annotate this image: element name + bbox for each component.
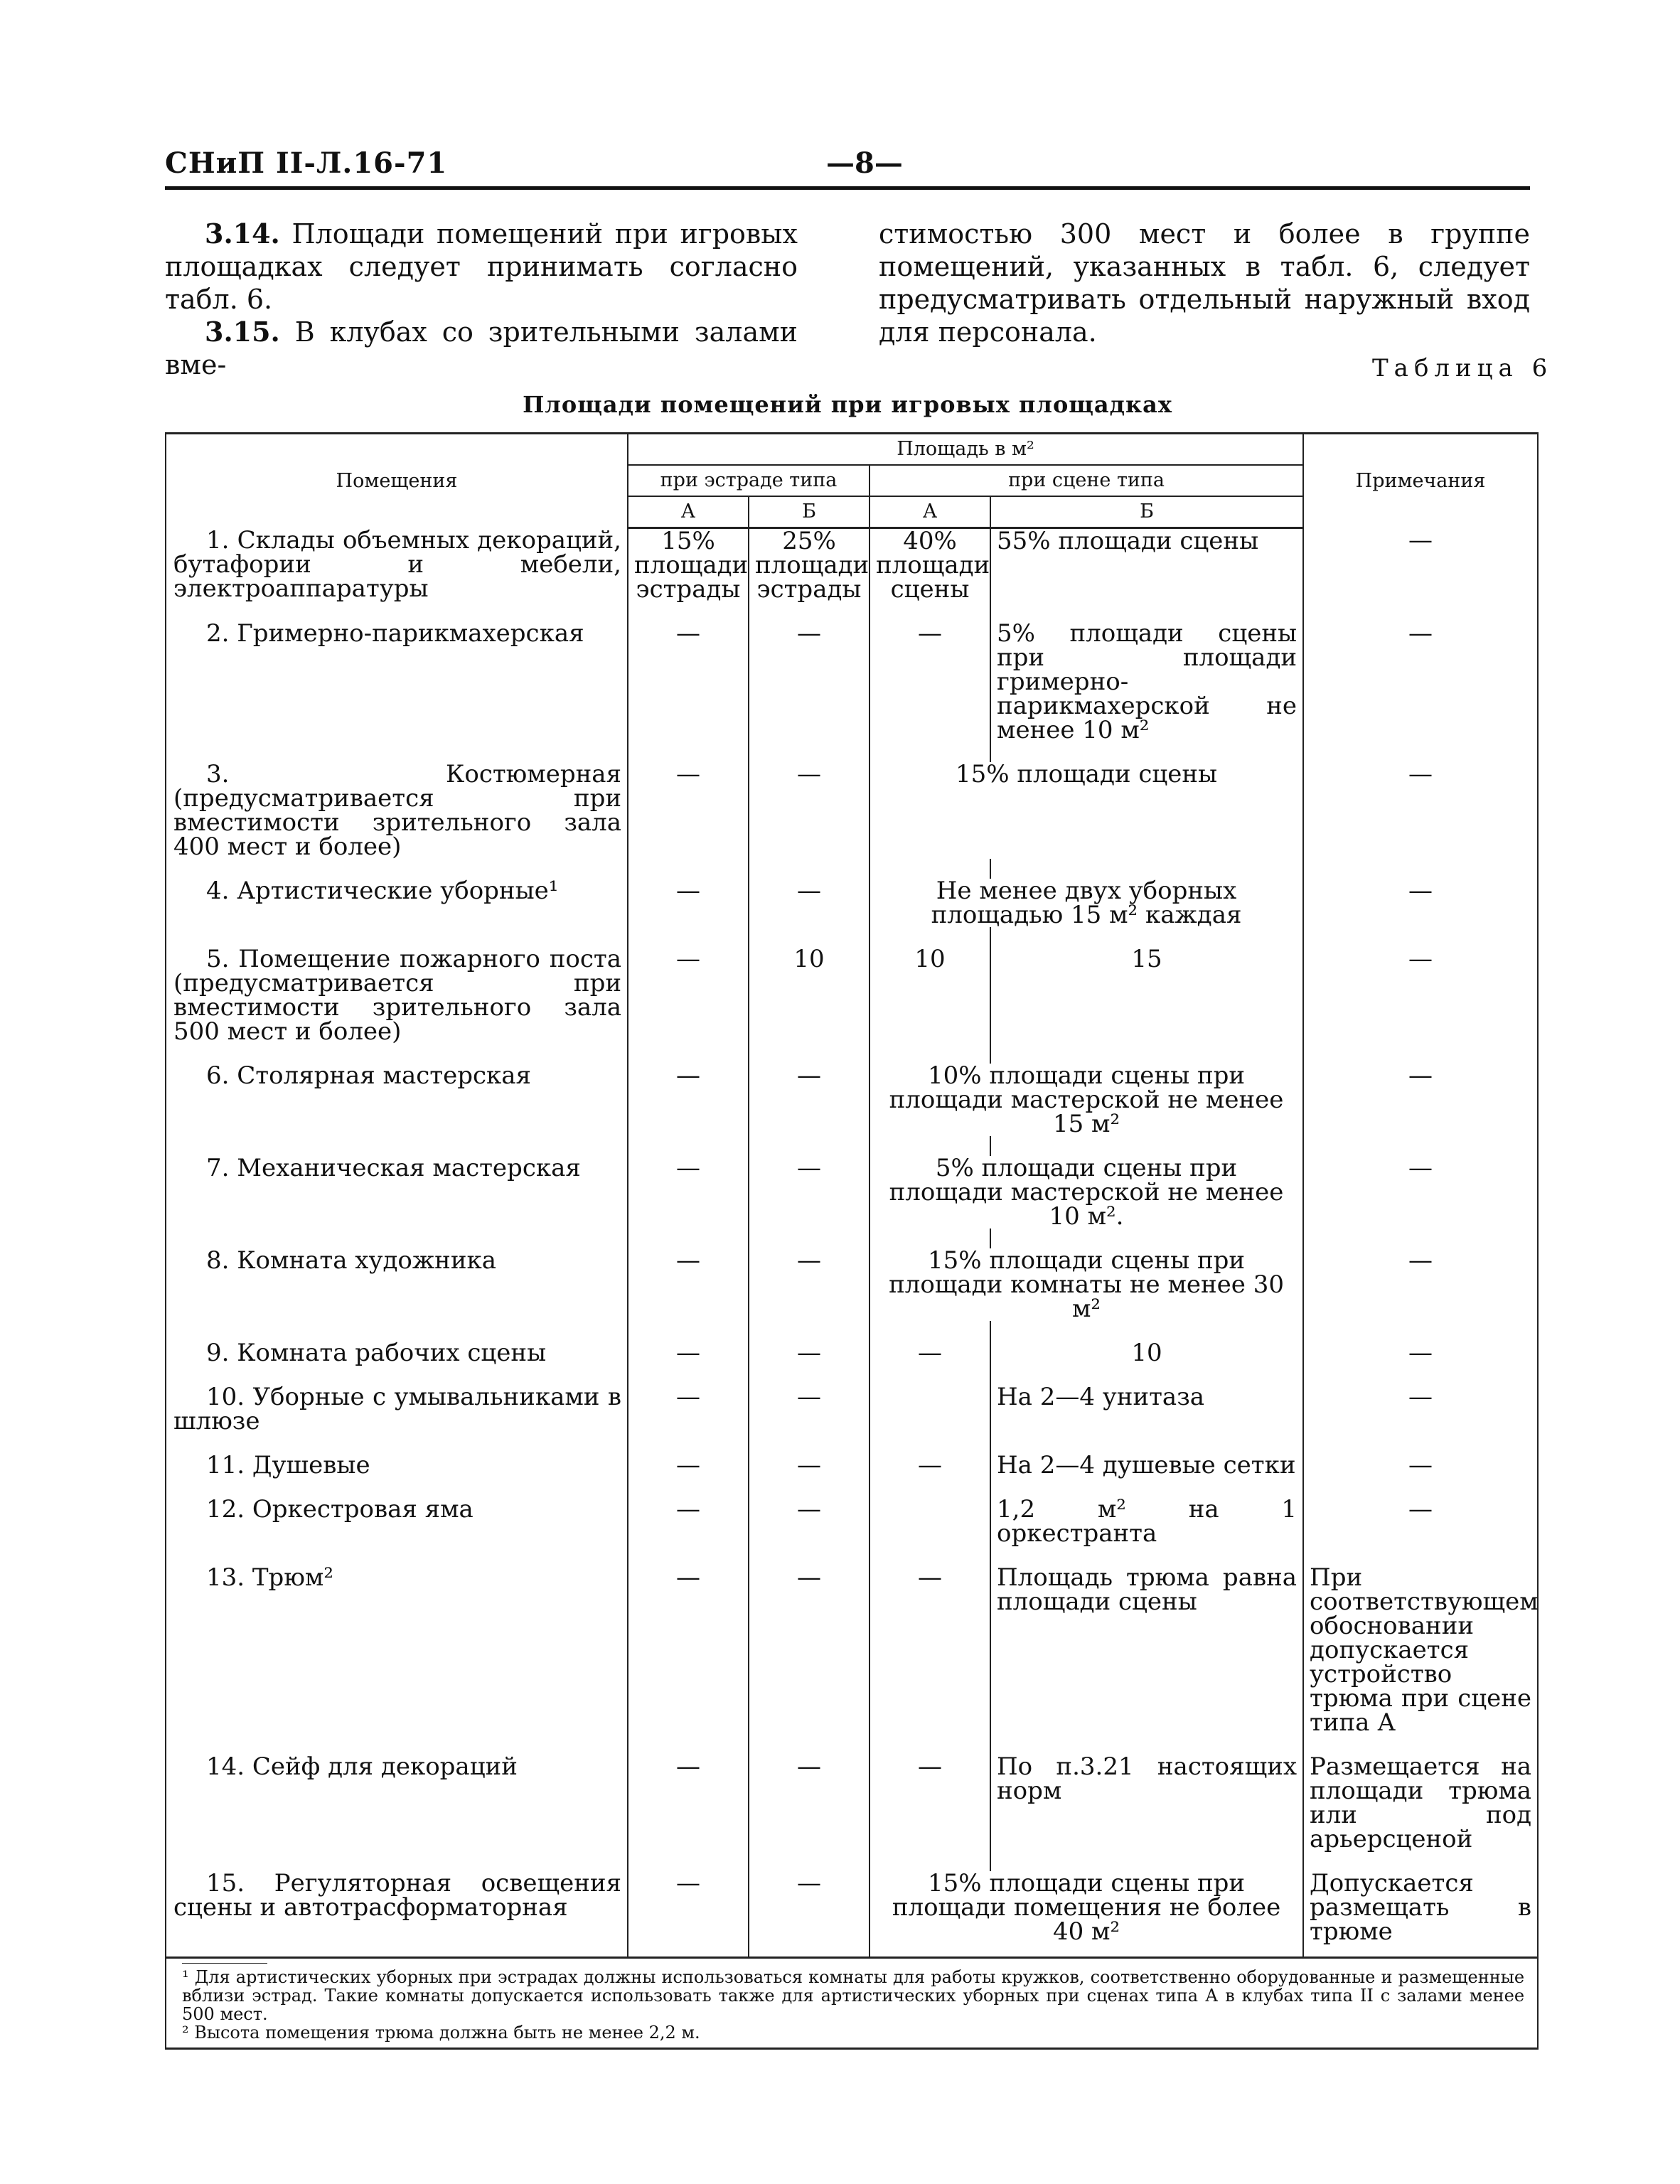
spacer-cell — [628, 1735, 749, 1755]
stage-b-value: 55% площади сцены — [990, 528, 1303, 602]
note-value: — — [1303, 947, 1538, 1044]
spacer-cell — [1303, 927, 1538, 947]
spacer-cell — [166, 1365, 628, 1385]
row-spacer — [166, 742, 1538, 762]
spacer-cell — [628, 1477, 749, 1497]
spacer-cell — [870, 927, 990, 947]
note-value: Размещается на площади трюма или под арьерсценой — [1303, 1755, 1538, 1851]
note-value: — — [1303, 1453, 1538, 1477]
estrade-a-value: — — [628, 1064, 749, 1136]
row-spacer — [166, 1546, 1538, 1565]
spacer-cell — [628, 1321, 749, 1341]
estrade-a-value: — — [628, 1755, 749, 1851]
estrade-a-value: — — [628, 1156, 749, 1228]
room-name-text: 11. Душевые — [206, 1451, 370, 1479]
estrade-b-value: — — [749, 1064, 870, 1136]
estrade-b-value: — — [749, 1341, 870, 1365]
spacer-cell — [1303, 1321, 1538, 1341]
spacer-cell — [990, 1136, 1303, 1156]
note-value: — — [1303, 1064, 1538, 1136]
spacer-cell — [990, 601, 1303, 621]
spacer-cell — [1303, 1228, 1538, 1248]
spacer-cell — [749, 1851, 870, 1871]
estrade-a-value: — — [628, 1248, 749, 1321]
table-footnotes — [166, 1958, 1538, 2049]
estrade-b-value: — — [749, 621, 870, 742]
estrade-b-value: — — [749, 1565, 870, 1735]
room-name — [166, 1248, 628, 1321]
room-name — [166, 1385, 628, 1433]
room-name — [166, 1497, 628, 1546]
spacer-cell — [1303, 1546, 1538, 1565]
estrade-b-value: — — [749, 1248, 870, 1321]
spacer-cell — [628, 927, 749, 947]
spacer-cell — [990, 927, 1303, 947]
estrade-b-value: 10 — [749, 947, 870, 1044]
stage-value: 15% площади сцены — [870, 762, 1303, 859]
header-stage-b: Б — [990, 496, 1303, 528]
spacer-cell — [990, 859, 1303, 879]
text-column-right — [879, 218, 1530, 348]
spacer-cell — [870, 1136, 990, 1156]
room-name-text: 1. Склады объемных декораций, бутафории и мебели, электроаппаратуры — [173, 525, 621, 603]
row-spacer — [166, 1433, 1538, 1453]
spacer-cell — [870, 859, 990, 879]
row-spacer — [166, 1477, 1538, 1497]
estrade-a-value: 15% площади эстрады — [628, 528, 749, 602]
estrade-a-value: — — [628, 947, 749, 1044]
spacer-cell — [166, 859, 628, 879]
spacer-cell — [870, 1851, 990, 1871]
room-name — [166, 1871, 628, 1958]
room-name — [166, 1565, 628, 1735]
stage-a-value: — — [870, 621, 990, 742]
table-row — [166, 1341, 1538, 1365]
room-name — [166, 879, 628, 927]
spacer-cell — [1303, 1136, 1538, 1156]
stage-a-value: — — [870, 1453, 990, 1477]
table-6 — [165, 432, 1539, 2050]
table-row — [166, 528, 1538, 602]
room-name-text: 12. Оркестровая яма — [206, 1495, 473, 1524]
spacer-cell — [990, 1735, 1303, 1755]
spacer-cell — [749, 1433, 870, 1453]
room-name — [166, 1061, 628, 1136]
spacer-cell — [628, 601, 749, 621]
spacer-cell — [628, 1851, 749, 1871]
estrade-b-value: — — [749, 1453, 870, 1477]
spacer-cell — [749, 1228, 870, 1248]
spacer-cell — [166, 1433, 628, 1453]
row-spacer — [166, 1851, 1538, 1871]
table-row — [166, 1156, 1538, 1228]
spacer-cell — [166, 1477, 628, 1497]
note-value: — — [1303, 1497, 1538, 1546]
spacer-cell — [166, 1321, 628, 1341]
spacer-cell — [628, 1546, 749, 1565]
estrade-a-value: — — [628, 879, 749, 927]
estrade-a-value: — — [628, 762, 749, 859]
stage-a-value: — — [870, 1565, 990, 1735]
stage-value: Не менее двух уборных площадью 15 м² каждая — [870, 879, 1303, 927]
spacer-cell — [166, 1044, 628, 1064]
estrade-b-value: 25% площади эстрады — [749, 528, 870, 602]
note-value: — — [1303, 1341, 1538, 1365]
paragraph-3-14 — [165, 218, 798, 316]
room-name-text: 7. Механическая мастерская — [206, 1154, 581, 1182]
clause-number: 3.14. — [205, 218, 280, 250]
row-spacer — [166, 927, 1538, 947]
note-value: — — [1303, 528, 1538, 602]
stage-a-value: — — [870, 1341, 990, 1365]
note-value: — — [1303, 1156, 1538, 1228]
room-name-text: 6. Столярная мастерская — [206, 1061, 532, 1090]
note-value: — — [1303, 879, 1538, 927]
row-spacer — [166, 859, 1538, 879]
spacer-cell — [749, 1546, 870, 1565]
spacer-cell — [1303, 859, 1538, 879]
footnote-1: ¹ Для артистических уборных при эстрадах должны использоваться комнаты для работы кружков, соответственно оборудованные и размещенные вблизи эстрад. Такие комнаты допускается использовать также для артистических уборных при сценах типа А в клубах типа II с залами менее 500 мест. — [182, 1967, 1525, 2024]
spacer-cell — [990, 742, 1303, 762]
spacer-cell — [628, 1433, 749, 1453]
spacer-cell — [628, 1365, 749, 1385]
room-name — [166, 1752, 628, 1851]
spacer-cell — [1303, 1477, 1538, 1497]
text-column-left — [165, 218, 798, 380]
spacer-cell — [870, 1546, 990, 1565]
spacer-cell — [749, 1321, 870, 1341]
table-row — [166, 947, 1538, 1044]
estrade-b-value: — — [749, 1871, 870, 1958]
spacer-cell — [166, 1735, 628, 1755]
spacer-cell — [870, 1433, 990, 1453]
spacer-cell — [1303, 1851, 1538, 1871]
table-row — [166, 621, 1538, 742]
stage-b-value: 15 — [990, 947, 1303, 1044]
estrade-a-value: — — [628, 1565, 749, 1735]
table-row — [166, 762, 1538, 859]
estrade-b-value: — — [749, 1385, 870, 1433]
spacer-cell — [990, 1546, 1303, 1565]
room-name-text: 4. Артистические уборные¹ — [206, 877, 559, 905]
spacer-cell — [1303, 742, 1538, 762]
estrade-a-value: — — [628, 621, 749, 742]
spacer-cell — [749, 742, 870, 762]
table-row — [166, 1385, 1538, 1433]
estrade-b-value: — — [749, 1497, 870, 1546]
spacer-cell — [1303, 601, 1538, 621]
estrade-b-value: — — [749, 1156, 870, 1228]
room-name — [166, 525, 628, 603]
room-name-text: 8. Комната художника — [206, 1246, 496, 1275]
room-name — [166, 762, 628, 859]
stage-a-value: 10 — [870, 947, 990, 1044]
stage-a-value — [870, 1497, 990, 1546]
spacer-cell — [628, 742, 749, 762]
spacer-cell — [749, 859, 870, 879]
header-area: Площадь в м² — [628, 434, 1303, 466]
room-name-text: 9. Комната рабочих сцены — [206, 1339, 547, 1367]
row-spacer — [166, 1365, 1538, 1385]
spacer-cell — [628, 859, 749, 879]
spacer-cell — [1303, 1044, 1538, 1064]
footnote-2: ² Высота помещения трюма должна быть не менее 2,2 м. — [182, 2023, 700, 2043]
spacer-cell — [749, 1477, 870, 1497]
clause-number: 3.15. — [205, 316, 280, 348]
document-code: СНиП II-Л.16-71 — [165, 146, 448, 180]
table-row — [166, 1871, 1538, 1958]
stage-b-value: 10 — [990, 1341, 1303, 1365]
estrade-b-value: — — [749, 1755, 870, 1851]
stage-b-value: Площадь трюма равна площади сцены — [990, 1565, 1303, 1735]
room-name — [166, 1453, 628, 1477]
clause-text: В клубах со зрительными залами вме- — [165, 316, 798, 380]
estrade-a-value: — — [628, 1453, 749, 1477]
stage-a-value — [870, 1385, 990, 1433]
table-number: Таблица 6 — [1372, 354, 1553, 382]
spacer-cell — [166, 1546, 628, 1565]
room-name-text: 13. Трюм² — [206, 1563, 333, 1592]
stage-a-value: — — [870, 1755, 990, 1851]
estrade-b-value: — — [749, 762, 870, 859]
note-value: — — [1303, 1385, 1538, 1433]
spacer-cell — [870, 1044, 990, 1064]
stage-b-value: На 2—4 унитаза — [990, 1385, 1303, 1433]
spacer-cell — [749, 1365, 870, 1385]
spacer-cell — [990, 1477, 1303, 1497]
spacer-cell — [870, 1321, 990, 1341]
spacer-cell — [628, 1228, 749, 1248]
spacer-cell — [1303, 1433, 1538, 1453]
room-name-text: 3. Костюмерная (предусматривается при вместимости зрительного зала 400 мест и более) — [173, 760, 621, 861]
header-estrade-a: А — [628, 496, 749, 528]
room-name — [166, 1156, 628, 1228]
table-row — [166, 1064, 1538, 1136]
spacer-cell — [870, 1735, 990, 1755]
row-spacer — [166, 1321, 1538, 1341]
estrade-a-value: — — [628, 1871, 749, 1958]
spacer-cell — [1303, 1735, 1538, 1755]
spacer-cell — [749, 601, 870, 621]
room-name-text: 14. Сейф для декораций — [206, 1752, 518, 1781]
spacer-cell — [166, 601, 628, 621]
stage-value: 10% площади сцены при площади мастерской не менее 15 м² — [870, 1064, 1303, 1136]
spacer-cell — [166, 1136, 628, 1156]
table-title: Площади помещений при игровых площадках — [523, 391, 1172, 418]
estrade-a-value: — — [628, 1385, 749, 1433]
stage-a-value: 40% площади сцены — [870, 528, 990, 602]
spacer-cell — [870, 1477, 990, 1497]
spacer-cell — [990, 1851, 1303, 1871]
stage-value: 15% площади сцены при площади комнаты не менее 30 м² — [870, 1248, 1303, 1321]
spacer-cell — [990, 1433, 1303, 1453]
spacer-cell — [870, 601, 990, 621]
note-value: Допускается размещать в трюме — [1303, 1871, 1538, 1958]
spacer-cell — [166, 927, 628, 947]
stage-b-value: 1,2 м² на 1 оркестранта — [990, 1497, 1303, 1546]
room-name-text: 15. Регуляторная освещения сцены и автотрасформаторная — [173, 1869, 621, 1922]
page-header — [165, 142, 1530, 192]
estrade-a-value: — — [628, 1341, 749, 1365]
stage-b-value: 5% площади сцены при площади гримерно-парикмахерской не менее 10 м² — [990, 621, 1303, 742]
spacer-cell — [628, 1136, 749, 1156]
spacer-cell — [166, 1228, 628, 1248]
note-value: При соответствующем обосновании допускается устройство трюма при сцене типа А — [1303, 1565, 1538, 1735]
table-row — [166, 1565, 1538, 1735]
header-stage: при сцене типа — [870, 465, 1303, 496]
note-value: — — [1303, 621, 1538, 742]
header-notes: Примечания — [1303, 434, 1538, 528]
spacer-cell — [1303, 1365, 1538, 1385]
stage-b-value: На 2—4 душевые сетки — [990, 1453, 1303, 1477]
stage-value: 5% площади сцены при площади мастерской не менее 10 м². — [870, 1156, 1303, 1228]
note-value: — — [1303, 762, 1538, 859]
paragraph-3-15 — [165, 316, 798, 380]
paragraph-3-15-continued: стимостью 300 мест и более в группе помещений, указанных в табл. 6, следует предусматривать отдельный наружный вход для персонала. — [879, 218, 1530, 348]
header-estrade-b: Б — [749, 496, 870, 528]
spacer-cell — [628, 1044, 749, 1064]
room-name — [166, 1341, 628, 1365]
page-number: —8— — [826, 146, 903, 180]
header-stage-a: А — [870, 496, 990, 528]
table-row — [166, 1497, 1538, 1546]
header-estrade: при эстраде типа — [628, 465, 870, 496]
row-spacer — [166, 601, 1538, 621]
estrade-a-value: — — [628, 1497, 749, 1546]
room-name-text: 10. Уборные с умывальниками в шлюзе — [173, 1383, 621, 1435]
stage-b-value: По п.3.21 настоящих норм — [990, 1755, 1303, 1851]
footnote-rule — [182, 1963, 267, 1964]
spacer-cell — [166, 1851, 628, 1871]
header-rule — [165, 186, 1530, 190]
clause-text: Площади помещений при игровых площадках следует принимать согласно табл. 6. — [165, 218, 798, 315]
row-spacer — [166, 1044, 1538, 1064]
spacer-cell — [870, 1228, 990, 1248]
spacer-cell — [749, 1136, 870, 1156]
table-row — [166, 1755, 1538, 1851]
spacer-cell — [990, 1228, 1303, 1248]
spacer-cell — [990, 1044, 1303, 1064]
room-name — [166, 621, 628, 742]
table-row — [166, 1453, 1538, 1477]
estrade-b-value: — — [749, 879, 870, 927]
spacer-cell — [870, 1365, 990, 1385]
table-row — [166, 879, 1538, 927]
spacer-cell — [749, 1044, 870, 1064]
spacer-cell — [749, 1735, 870, 1755]
spacer-cell — [990, 1321, 1303, 1341]
room-name — [166, 947, 628, 1044]
row-spacer — [166, 1735, 1538, 1755]
note-value: — — [1303, 1248, 1538, 1321]
table-body — [166, 525, 1539, 1958]
stage-value: 15% площади сцены при площади помещения не более 40 м² — [870, 1871, 1303, 1958]
spacer-cell — [749, 927, 870, 947]
row-spacer — [166, 1136, 1538, 1156]
header-rooms: Помещения — [166, 434, 628, 528]
room-name-text: 2. Гримерно-парикмахерская — [206, 619, 584, 648]
spacer-cell — [990, 1365, 1303, 1385]
row-spacer — [166, 1228, 1538, 1248]
table-row — [166, 1248, 1538, 1321]
spacer-cell — [166, 742, 628, 762]
spacer-cell — [870, 742, 990, 762]
room-name-text: 5. Помещение пожарного поста (предусматривается при вместимости зрительного зала 500 мест и более) — [173, 945, 621, 1046]
